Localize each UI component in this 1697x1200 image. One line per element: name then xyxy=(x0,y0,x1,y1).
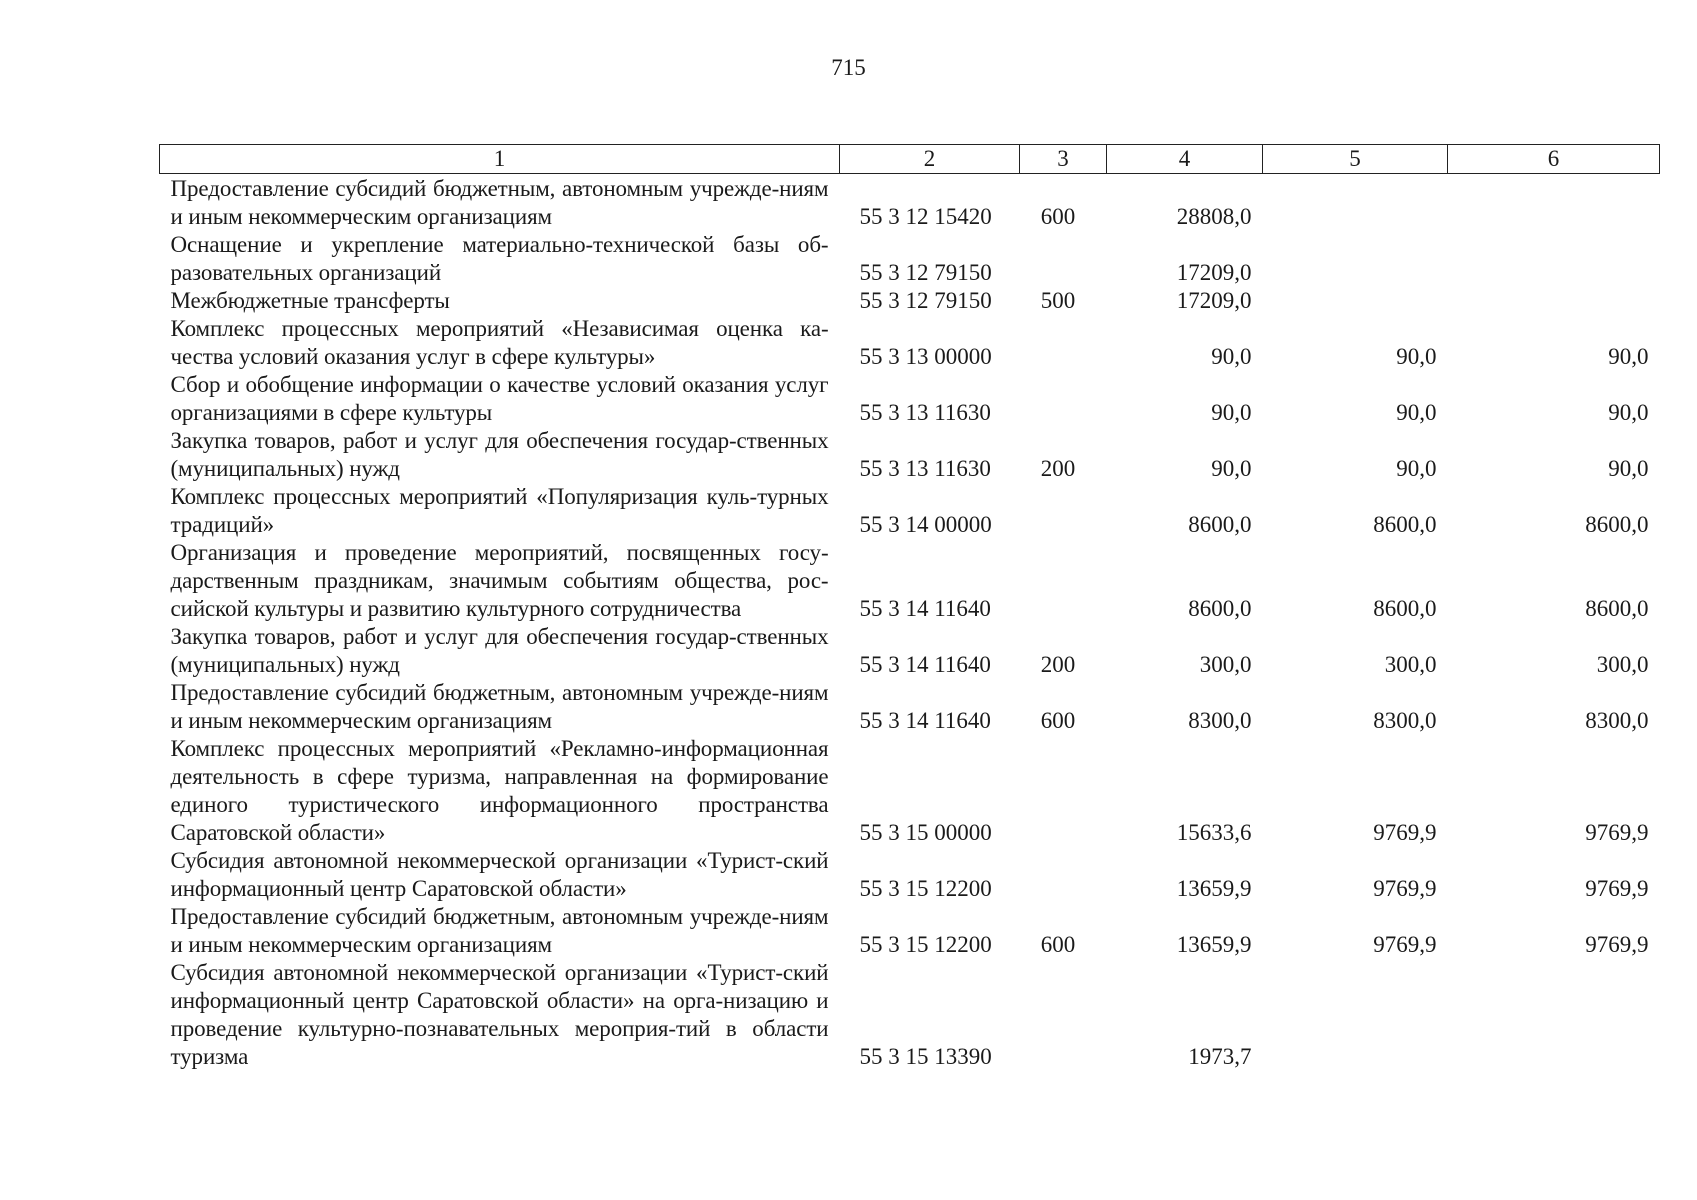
table-row xyxy=(160,315,1660,371)
column-header-6: 6 xyxy=(1448,145,1660,174)
expense-type-cell xyxy=(1020,315,1107,371)
amount-cell-col4: 28808,0 xyxy=(1176,204,1252,229)
table-row xyxy=(160,483,1660,539)
item-name-cell: Межбюджетные трансферты xyxy=(170,288,450,313)
amount-cell-col5: 90,0 xyxy=(1396,400,1437,425)
target-code-cell: 55 3 15 12200 xyxy=(859,932,992,957)
amount-cell-col5 xyxy=(1263,231,1448,287)
expense-type-cell xyxy=(1020,231,1107,287)
amount-cell-col6: 300,0 xyxy=(1596,652,1649,677)
amount-cell-col5 xyxy=(1263,287,1448,315)
item-name-cell: Организация и проведение мероприятий, посвященных госу-дарственным праздникам, значимым событиям общества, рос-сийской культуры и развитию культурного сотрудничества xyxy=(170,540,829,621)
amount-cell-col5: 8600,0 xyxy=(1373,512,1437,537)
expense-type-cell: 200 xyxy=(1040,456,1076,481)
table-row xyxy=(160,371,1660,427)
amount-cell-col6: 90,0 xyxy=(1608,400,1649,425)
item-name-cell: Предоставление субсидий бюджетным, автономным учрежде-ниям и иным некоммерческим организациям xyxy=(170,176,829,229)
amount-cell-col4: 8600,0 xyxy=(1188,512,1252,537)
amount-cell-col6: 8600,0 xyxy=(1585,596,1649,621)
target-code-cell: 55 3 12 79150 xyxy=(859,288,992,313)
target-code-cell: 55 3 14 11640 xyxy=(859,596,991,621)
target-code-cell: 55 3 12 79150 xyxy=(859,260,992,285)
item-name-cell: Закупка товаров, работ и услуг для обеспечения государ-ственных (муниципальных) нужд xyxy=(170,624,829,677)
target-code-cell: 55 3 12 15420 xyxy=(859,204,992,229)
item-name-cell: Субсидия автономной некоммерческой организации «Турист-ский информационный центр Саратовской области» на орга-низацию и проведение культурно-познавательных мероприя-тий в области туризма xyxy=(170,960,829,1069)
amount-cell-col4: 90,0 xyxy=(1211,344,1252,369)
amount-cell-col6 xyxy=(1448,174,1660,232)
amount-cell-col5: 9769,9 xyxy=(1373,932,1437,957)
amount-cell-col5 xyxy=(1263,959,1448,1071)
table-body xyxy=(160,174,1660,1072)
amount-cell-col4: 13659,9 xyxy=(1176,876,1252,901)
amount-cell-col4: 300,0 xyxy=(1199,652,1252,677)
expense-type-cell: 500 xyxy=(1040,288,1076,313)
table-row xyxy=(160,903,1660,959)
budget-table xyxy=(159,144,1660,1071)
amount-cell-col5: 90,0 xyxy=(1396,456,1437,481)
amount-cell-col4: 13659,9 xyxy=(1176,932,1252,957)
amount-cell-col6: 9769,9 xyxy=(1585,820,1649,845)
item-name-cell: Предоставление субсидий бюджетным, автономным учрежде-ниям и иным некоммерческим организациям xyxy=(170,680,829,733)
target-code-cell: 55 3 15 13390 xyxy=(859,1044,992,1069)
amount-cell-col6: 90,0 xyxy=(1608,456,1649,481)
item-name-cell: Комплекс процессных мероприятий «Рекламно-информационная деятельность в сфере туризма, направленная на формирование единого туристического информационного пространства Саратовской области» xyxy=(170,736,829,845)
item-name-cell: Сбор и обобщение информации о качестве условий оказания услуг организациями в сфере культуры xyxy=(170,372,829,425)
amount-cell-col4: 1973,7 xyxy=(1188,1044,1252,1069)
target-code-cell: 55 3 15 00000 xyxy=(859,820,992,845)
target-code-cell: 55 3 14 00000 xyxy=(859,512,992,537)
table-row xyxy=(160,287,1660,315)
expense-type-cell xyxy=(1020,371,1107,427)
amount-cell-col6: 8300,0 xyxy=(1585,708,1649,733)
amount-cell-col5: 9769,9 xyxy=(1373,876,1437,901)
header-row xyxy=(160,145,1660,174)
target-code-cell: 55 3 13 00000 xyxy=(859,344,992,369)
target-code-cell: 55 3 14 11640 xyxy=(859,652,991,677)
page-number: 715 xyxy=(831,55,866,80)
expense-type-cell xyxy=(1020,847,1107,903)
item-name-cell: Оснащение и укрепление материально-технической базы об-разовательных организаций xyxy=(170,232,829,285)
item-name-cell: Закупка товаров, работ и услуг для обеспечения государ-ственных (муниципальных) нужд xyxy=(170,428,829,481)
target-code-cell: 55 3 13 11630 xyxy=(859,400,991,425)
amount-cell-col5: 9769,9 xyxy=(1373,820,1437,845)
target-code-cell: 55 3 13 11630 xyxy=(859,456,991,481)
amount-cell-col6: 9769,9 xyxy=(1585,932,1649,957)
amount-cell-col6 xyxy=(1448,287,1660,315)
target-code-cell: 55 3 14 11640 xyxy=(859,708,991,733)
expense-type-cell xyxy=(1020,539,1107,623)
expense-type-cell xyxy=(1020,959,1107,1071)
target-code-cell: 55 3 15 12200 xyxy=(859,876,992,901)
expense-type-cell: 200 xyxy=(1040,652,1076,677)
table-row xyxy=(160,679,1660,735)
amount-cell-col4: 90,0 xyxy=(1211,400,1252,425)
amount-cell-col5: 300,0 xyxy=(1384,652,1437,677)
table-row xyxy=(160,735,1660,847)
column-header-1: 1 xyxy=(160,145,840,174)
amount-cell-col4: 17209,0 xyxy=(1176,260,1252,285)
amount-cell-col6 xyxy=(1448,231,1660,287)
table-row xyxy=(160,539,1660,623)
amount-cell-col5: 8300,0 xyxy=(1373,708,1437,733)
expense-type-cell xyxy=(1020,483,1107,539)
table-row xyxy=(160,174,1660,232)
amount-cell-col4: 90,0 xyxy=(1211,456,1252,481)
table-row xyxy=(160,231,1660,287)
table-row xyxy=(160,623,1660,679)
table-header xyxy=(160,145,1660,174)
column-header-2: 2 xyxy=(840,145,1020,174)
table-row xyxy=(160,847,1660,903)
amount-cell-col4: 15633,6 xyxy=(1176,820,1252,845)
item-name-cell: Комплекс процессных мероприятий «Независимая оценка ка-чества условий оказания услуг в сфере культуры» xyxy=(170,316,829,369)
table-row xyxy=(160,427,1660,483)
expense-type-cell: 600 xyxy=(1040,204,1076,229)
amount-cell-col4: 8600,0 xyxy=(1188,596,1252,621)
amount-cell-col4: 8300,0 xyxy=(1188,708,1252,733)
column-header-4: 4 xyxy=(1107,145,1263,174)
table-row xyxy=(160,959,1660,1071)
expense-type-cell: 600 xyxy=(1040,708,1076,733)
amount-cell-col6: 8600,0 xyxy=(1585,512,1649,537)
amount-cell-col5: 8600,0 xyxy=(1373,596,1437,621)
amount-cell-col6: 9769,9 xyxy=(1585,876,1649,901)
expense-type-cell: 600 xyxy=(1040,932,1076,957)
amount-cell-col6: 90,0 xyxy=(1608,344,1649,369)
amount-cell-col5 xyxy=(1263,174,1448,232)
amount-cell-col5: 90,0 xyxy=(1396,344,1437,369)
item-name-cell: Предоставление субсидий бюджетным, автономным учрежде-ниям и иным некоммерческим организациям xyxy=(170,904,829,957)
column-header-3: 3 xyxy=(1020,145,1107,174)
column-header-5: 5 xyxy=(1263,145,1448,174)
amount-cell-col6 xyxy=(1448,959,1660,1071)
amount-cell-col4: 17209,0 xyxy=(1176,288,1252,313)
item-name-cell: Субсидия автономной некоммерческой организации «Турист-ский информационный центр Саратовской области» xyxy=(170,848,829,901)
item-name-cell: Комплекс процессных мероприятий «Популяризация куль-турных традиций» xyxy=(170,484,829,537)
expense-type-cell xyxy=(1020,735,1107,847)
